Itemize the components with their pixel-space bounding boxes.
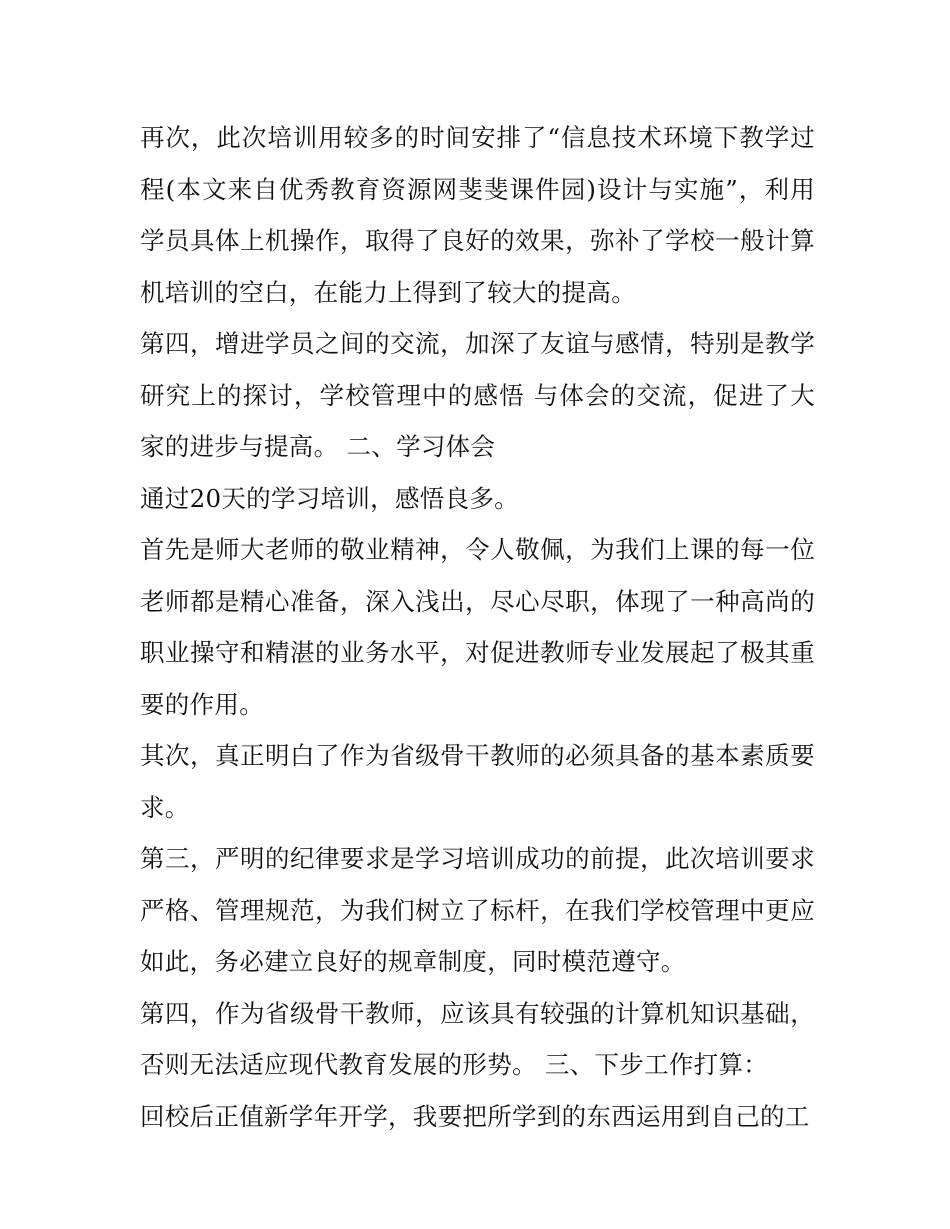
paragraph-teacher-dedication: 首先是师大老师的敬业精神，令人敬佩，为我们上课的每一位老师都是精心准备，深入浅出，尽心尽职，体现了一种高尚的职业操守和精湛的业务水平，对促进教师专业发展起了极其重要的作用。 [140, 535, 815, 719]
paragraph-computer-knowledge: 第四，作为省级骨干教师，应该具有较强的计算机知识基础，否则无法适应现代教育发展的形势。 三、下步工作打算： [140, 998, 815, 1079]
paragraph-training-time: 再次，此次培训用较多的时间安排了“信息技术环境下教学过程(本文来自优秀教育资源网斐斐课件园)设计与实施”，利用学员具体上机操作，取得了良好的效果，弥补了学校一般计算机培训的空白，在能力上得到了较大的提高。 [140, 123, 815, 307]
paragraph-learning-summary: 通过20天的学习培训，感悟良多。 [140, 483, 519, 513]
document-page [140, 112, 815, 1142]
paragraph-work-plan: 回校后正值新学年开学，我要把所学到的东西运用到自己的工 [140, 1101, 810, 1131]
paragraph-discipline: 第三，严明的纪律要求是学习培训成功的前提，此次培训要求严格、管理规范，为我们树立了标杆，在我们学校管理中更应如此，务必建立良好的规章制度，同时模范遵守。 [140, 844, 815, 976]
paragraph-basic-quality: 其次，真正明白了作为省级骨干教师的必须具备的基本素质要求。 [140, 741, 815, 822]
paragraph-exchange: 第四，增进学员之间的交流，加深了友谊与感情，特别是教学研究上的探讨，学校管理中的感悟 与体会的交流，促进了大家的进步与提高。 二、学习体会 [140, 329, 815, 461]
